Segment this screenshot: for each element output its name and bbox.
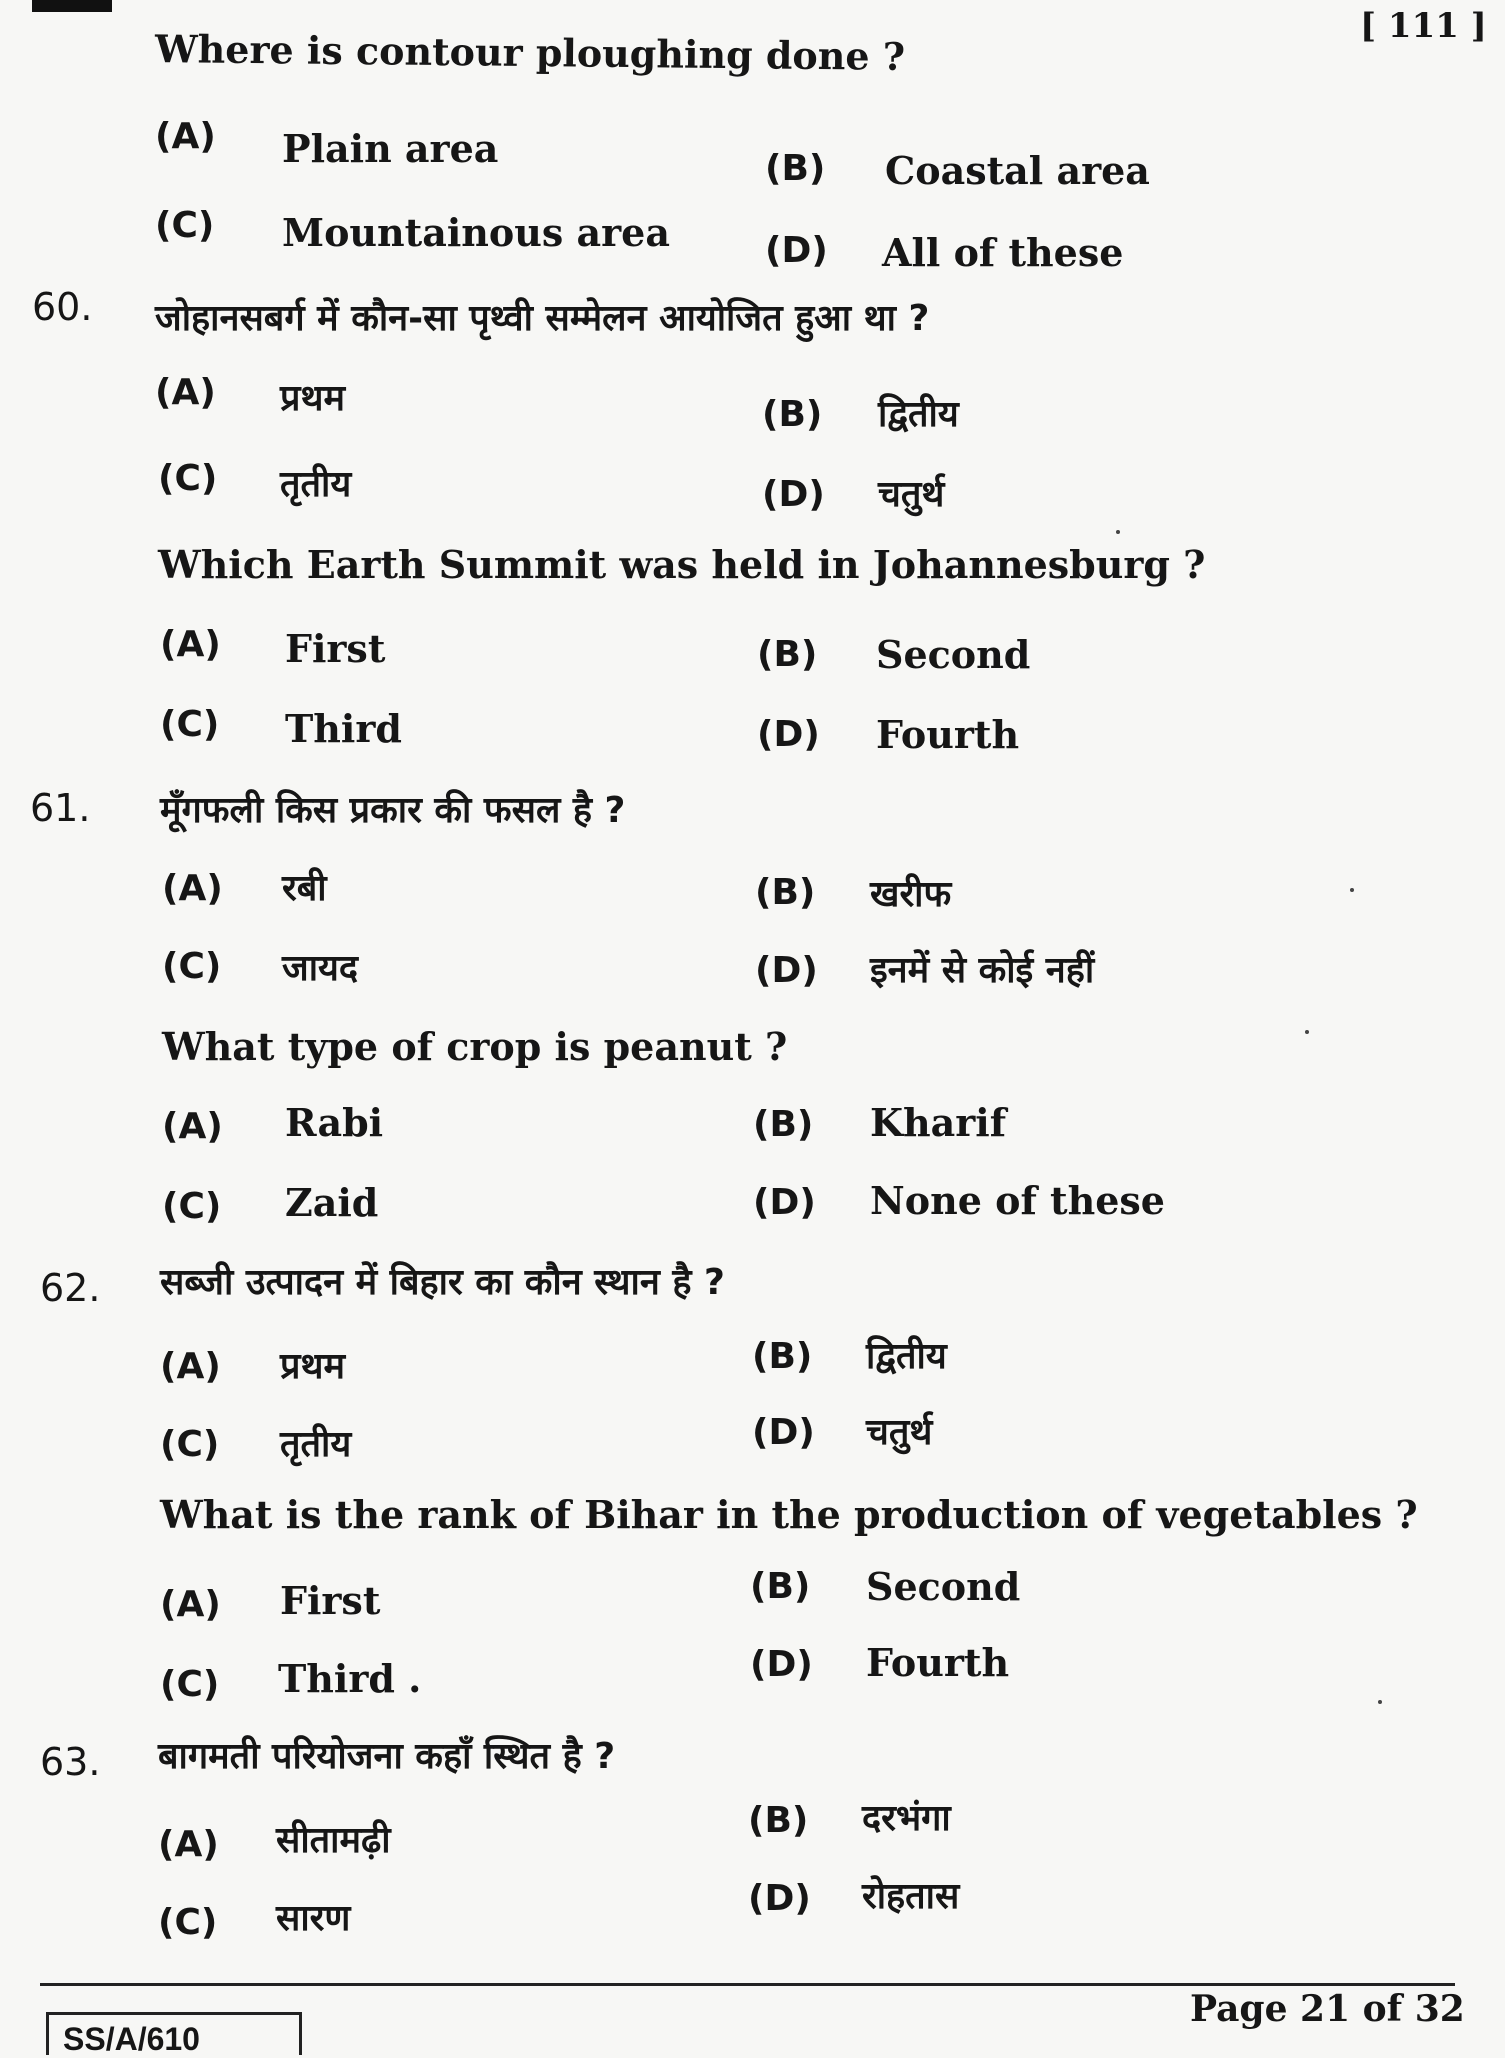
question-text-english: Which Earth Summit was held in Johannesburg ? (158, 542, 1206, 587)
option-letter: (B) (752, 1336, 813, 1377)
question-text: Where is contour ploughing done ? (154, 26, 906, 79)
option-letter: (C) (160, 1664, 220, 1705)
option-letter: (B) (753, 1104, 814, 1145)
option-letter: (D) (750, 1644, 813, 1685)
speck (1350, 888, 1354, 892)
option-letter: (A) (160, 1346, 221, 1387)
option-letter: (D) (765, 230, 828, 271)
option-letter: (D) (755, 950, 818, 991)
speck (1378, 1700, 1382, 1704)
option-letter: (D) (752, 1412, 815, 1453)
option-text: जायद (282, 948, 359, 989)
option-text: द्वितीय (878, 394, 959, 435)
question-number: 60. (32, 285, 93, 329)
option-letter: (D) (757, 714, 820, 755)
option-letter: (C) (158, 1902, 218, 1943)
option-text: Zaid (285, 1180, 379, 1225)
option-letter: (B) (762, 394, 823, 435)
option-letter: (A) (160, 624, 221, 665)
speck (1305, 1030, 1309, 1034)
option-text: प्रथम (280, 1346, 346, 1387)
option-text: Kharif (870, 1100, 1007, 1145)
option-letter: (C) (162, 1186, 222, 1227)
option-letter: (D) (762, 474, 825, 515)
paper-code-bracket: [ 111 ] (1360, 6, 1487, 46)
option-letter: (B) (757, 634, 818, 675)
option-text: Second (866, 1564, 1021, 1609)
option-text: None of these (870, 1178, 1165, 1223)
page-number: Page 21 of 32 (1190, 1988, 1465, 2030)
option-letter: (C) (158, 458, 218, 499)
option-letter: (B) (750, 1566, 811, 1607)
question-text-hindi: जोहानसबर्ग में कौन-सा पृथ्वी सम्मेलन आयोजित हुआ था ? (155, 298, 930, 339)
option-text: खरीफ (870, 874, 952, 915)
question-text-english: What type of crop is peanut ? (162, 1024, 788, 1069)
option-text: First (285, 626, 386, 671)
footer-rule (40, 1983, 1455, 1986)
option-letter: (D) (748, 1878, 811, 1919)
option-text: रोहतास (862, 1876, 960, 1917)
option-text: Fourth (876, 712, 1020, 757)
option-text: Mountainous area (282, 210, 670, 255)
option-letter: (A) (162, 1106, 223, 1147)
option-text: First (280, 1578, 381, 1623)
option-text: चतुर्थ (866, 1412, 933, 1453)
option-letter: (A) (155, 372, 216, 413)
option-letter: (C) (160, 704, 220, 745)
option-text: Third (285, 706, 402, 751)
option-text: Third . (278, 1656, 422, 1701)
corner-mark (32, 0, 112, 12)
option-text: तृतीय (280, 464, 352, 505)
option-text: Coastal area (885, 148, 1150, 193)
question-text-hindi: बागमती परियोजना कहाँ स्थित है ? (158, 1736, 616, 1777)
question-number: 63. (40, 1740, 101, 1784)
option-text: Fourth (866, 1640, 1010, 1685)
option-text: Plain area (282, 126, 499, 171)
option-text: द्वितीय (866, 1336, 947, 1377)
option-letter: (D) (753, 1182, 816, 1223)
option-letter: (C) (155, 205, 215, 246)
option-letter: (A) (160, 1584, 221, 1625)
option-text: चतुर्थ (878, 474, 945, 515)
option-text: सीतामढ़ी (276, 1820, 391, 1861)
option-text: रबी (282, 868, 327, 909)
option-text: Second (876, 632, 1031, 677)
option-letter: (A) (155, 116, 216, 157)
question-text-hindi: सब्जी उत्पादन में बिहार का कौन स्थान है ? (160, 1262, 725, 1303)
option-letter: (A) (162, 868, 223, 909)
question-number: 61. (30, 786, 91, 830)
option-text: सारण (276, 1898, 351, 1939)
option-text: प्रथम (280, 378, 346, 419)
option-letter: (B) (748, 1800, 809, 1841)
paper-code: SS/A/610 (63, 2021, 200, 2057)
question-text-english: What is the rank of Bihar in the production of vegetables ? (160, 1492, 1418, 1537)
option-letter: (B) (755, 872, 816, 913)
speck (1116, 530, 1120, 534)
option-text: तृतीय (280, 1424, 352, 1465)
option-text: इनमें से कोई नहीं (870, 950, 1095, 991)
question-text-hindi: मूँगफली किस प्रकार की फसल है ? (160, 790, 626, 831)
option-text: दरभंगा (862, 1798, 951, 1839)
option-text: Rabi (285, 1100, 384, 1145)
option-letter: (C) (162, 946, 222, 987)
option-letter: (C) (160, 1424, 220, 1465)
option-letter: (A) (158, 1824, 219, 1865)
option-letter: (B) (765, 148, 826, 189)
option-text: All of these (882, 230, 1124, 275)
question-number: 62. (40, 1266, 101, 1310)
